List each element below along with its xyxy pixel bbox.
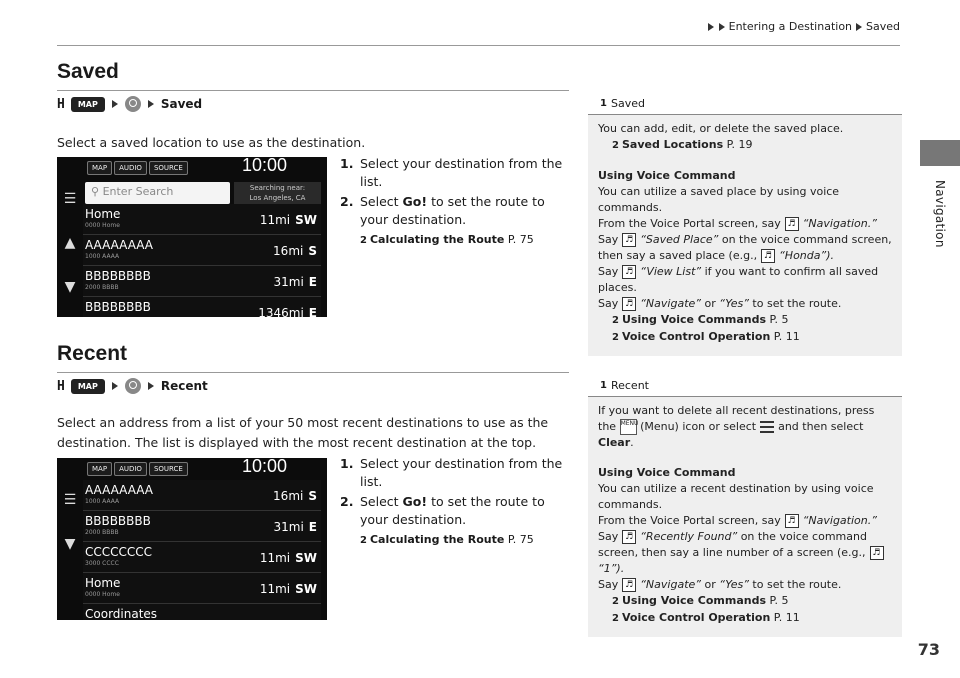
item-distance: [258, 306, 317, 317]
note-line: [598, 264, 892, 296]
talk-icon: ♬: [761, 249, 775, 263]
note-text: and then select: [778, 420, 864, 433]
side-tab-marker: [920, 140, 960, 166]
breadcrumb-part1: Entering a Destination: [728, 20, 853, 33]
saved-intro: Select a saved location to use as the destination.: [57, 135, 366, 150]
saved-screen: [57, 157, 327, 317]
step-text: [360, 193, 572, 229]
note-text: Say: [598, 530, 619, 543]
item-name: BBBBBBBB: [85, 514, 151, 528]
note-line: [598, 216, 892, 232]
note-text: or: [704, 297, 716, 310]
step-number: 2.: [340, 494, 354, 509]
recent-screen: [57, 458, 327, 620]
note-xref[interactable]: [612, 329, 892, 346]
note-xref[interactable]: [612, 610, 892, 627]
talk-icon: ♬: [622, 530, 636, 544]
step-text: Select your destination from the list.: [360, 456, 563, 489]
note-text: Say: [598, 265, 619, 278]
map-tab[interactable]: MAP: [87, 462, 112, 476]
search-icon: [125, 378, 141, 394]
search-input[interactable]: ⚲ Enter Search: [85, 182, 230, 204]
note-text: Say: [598, 233, 619, 246]
direction: S: [308, 489, 317, 503]
list-item[interactable]: [83, 511, 321, 542]
step-text-bold: Go!: [402, 494, 428, 509]
screen-topbar: [57, 458, 327, 480]
distance-value: 31mi: [273, 520, 304, 534]
screen-topbar: [57, 157, 327, 179]
step-item: [340, 493, 572, 529]
note-line: [598, 577, 892, 593]
recent-heading: Recent: [57, 342, 128, 365]
item-distance: [274, 275, 318, 289]
step-text: Select your destination from the list.: [360, 156, 563, 189]
item-distance: [312, 613, 317, 620]
xref-arrow-icon: 2: [612, 613, 619, 624]
map-tab[interactable]: MAP: [87, 161, 112, 175]
item-distance: [273, 489, 317, 503]
triangle-icon: [148, 100, 154, 108]
note-text: From the Voice Portal screen, say: [598, 514, 781, 527]
list-item[interactable]: [83, 235, 321, 266]
map-button-icon: MAP: [71, 97, 105, 112]
side-section-label: Navigation: [933, 180, 947, 248]
xref-label: Saved Locations: [621, 138, 724, 151]
xref-label: Using Voice Commands: [621, 594, 767, 607]
voice-phrase: “Navigation.”: [802, 514, 877, 527]
item-name: Coordinates: [85, 607, 158, 620]
cross-reference[interactable]: [360, 231, 572, 250]
distance-value: 16mi: [273, 244, 304, 258]
cross-reference[interactable]: [360, 531, 572, 550]
audio-tab[interactable]: AUDIO: [114, 462, 147, 476]
step-number: 1.: [340, 156, 354, 171]
note-text: Say: [598, 297, 619, 310]
xref-arrow-icon: 2: [360, 535, 367, 546]
step-number: 2.: [340, 194, 354, 209]
recent-intro: [57, 413, 548, 453]
list-item[interactable]: [83, 204, 321, 235]
note-text: to set the route.: [752, 297, 842, 310]
search-near-box[interactable]: [234, 182, 321, 204]
step-number: 1.: [340, 456, 354, 471]
source-tab[interactable]: SOURCE: [149, 161, 188, 175]
breadcrumb-part2: Saved: [866, 20, 900, 33]
xref-page: P. 19: [726, 138, 753, 151]
note-xref[interactable]: [612, 312, 892, 329]
item-address: 3000 CCCC: [85, 560, 119, 567]
distance-value: 11mi: [259, 213, 291, 227]
note-subheading: Using Voice Command: [598, 466, 736, 479]
distance-value: 31mi: [273, 275, 304, 289]
note-text: or: [704, 578, 716, 591]
item-name: AAAAAAAA: [85, 483, 154, 497]
xref-page: P. 75: [507, 533, 534, 546]
xref-arrow-icon: 2: [612, 140, 619, 151]
breadcrumb: [707, 20, 900, 33]
recent-path-label: Recent: [160, 379, 208, 393]
menu-icon[interactable]: ☰: [63, 191, 77, 207]
talk-icon: ♬: [870, 546, 884, 560]
note-body: [588, 397, 902, 637]
search-near-label: Searching near:: [249, 184, 306, 192]
talk-icon: ♬: [785, 514, 799, 528]
recent-nav-path: [57, 378, 208, 394]
xref-page: P. 5: [769, 313, 789, 326]
direction: S: [308, 244, 317, 258]
triangle-icon: [112, 382, 118, 390]
list-icon: [760, 421, 774, 433]
voice-phrase: “Navigate”: [640, 297, 701, 310]
note-header: [588, 95, 902, 115]
item-distance: [274, 520, 318, 534]
note-text: if you want to confirm all saved places.: [598, 265, 879, 294]
item-name: CCCCCCCC: [85, 545, 153, 559]
item-name: Home: [85, 207, 121, 221]
voice-phrase: “Yes”: [719, 578, 749, 591]
recent-intro-line1: Select an address from a list of your 50 most recent destinations to use as the: [57, 415, 549, 430]
triangle-icon: [856, 23, 862, 31]
menu-icon[interactable]: ☰: [63, 492, 77, 508]
voice-phrase: “Honda”).: [779, 249, 834, 262]
screen-left-controls: [57, 480, 83, 620]
clear-label: Clear: [598, 436, 631, 449]
item-distance: [260, 551, 317, 565]
xref-arrow-icon: 2: [612, 315, 619, 326]
home-icon: H: [57, 378, 65, 394]
item-address: 0000 Home: [85, 222, 120, 229]
note-line: [598, 513, 892, 529]
talk-icon: ♬: [622, 297, 636, 311]
note-text: From the Voice Portal screen, say: [598, 217, 781, 230]
recent-divider: [57, 372, 569, 373]
note-recent: [588, 377, 902, 637]
recent-intro-line2: destination. The list is displayed with the most recent destination at the top.: [57, 435, 537, 450]
talk-icon: ♬: [622, 265, 636, 279]
triangle-icon: [708, 23, 714, 31]
step-text-pre: Select: [360, 494, 403, 509]
voice-phrase: “Saved Place”: [640, 233, 719, 246]
triangle-icon: [148, 382, 154, 390]
scroll-down-icon[interactable]: ▼: [64, 536, 76, 552]
direction: SW: [295, 551, 317, 565]
saved-nav-path: [57, 96, 202, 112]
xref-page: P. 5: [769, 594, 789, 607]
saved-steps: [340, 155, 572, 250]
note-text: (Menu) icon or select: [640, 420, 757, 433]
note-saved: [588, 95, 902, 356]
menu-icon: MENU: [620, 419, 637, 435]
list-item[interactable]: [83, 266, 321, 297]
xref-page: P. 11: [773, 611, 800, 624]
note-text: on the voice command screen, then say a line number of a screen (e.g.,: [598, 530, 867, 559]
voice-phrase: “Recently Found”: [640, 530, 738, 543]
list-item[interactable]: [83, 480, 321, 511]
page-number: 73: [917, 640, 940, 659]
note-xref[interactable]: [612, 593, 892, 610]
header-divider: [57, 45, 900, 46]
note-line: You can add, edit, or delete the saved place.: [598, 122, 844, 135]
direction: E: [308, 520, 317, 534]
item-distance: [260, 213, 317, 227]
note-text: to set the route.: [752, 578, 842, 591]
xref-page: P. 75: [507, 233, 534, 246]
talk-icon: ♬: [622, 233, 636, 247]
item-name: AAAAAAAA: [85, 238, 154, 252]
search-near-value: Los Angeles, CA: [249, 194, 306, 202]
direction: SW: [295, 582, 317, 596]
saved-heading: Saved: [57, 60, 119, 83]
step-item: [340, 455, 572, 491]
item-address: 0000 Home: [85, 591, 120, 598]
note-header: [588, 377, 902, 397]
scroll-up-icon[interactable]: ▲: [64, 235, 76, 251]
clock: 10:00: [241, 157, 287, 175]
note-subheading: Using Voice Command: [598, 169, 736, 182]
xref-label: Voice Control Operation: [621, 330, 771, 343]
direction: E: [308, 306, 317, 317]
talk-icon: ♬: [622, 578, 636, 592]
search-icon: [125, 96, 141, 112]
source-tab[interactable]: SOURCE: [149, 462, 188, 476]
item-name: Home: [85, 576, 121, 590]
saved-divider: [57, 90, 569, 91]
note-line: You can utilize a saved place by using voice commands.: [598, 185, 840, 214]
note-title: Recent: [610, 379, 649, 392]
direction: SW: [295, 213, 317, 227]
distance-value: 16mi: [273, 489, 304, 503]
distance-value: 1346mi: [258, 306, 304, 317]
list-item[interactable]: [83, 604, 321, 620]
xref-label: Voice Control Operation: [621, 611, 771, 624]
saved-path-label: Saved: [160, 97, 203, 111]
note-xref[interactable]: [612, 137, 892, 154]
xref-arrow-icon: 2: [612, 596, 619, 607]
item-address: 1000 AAAA: [85, 253, 120, 260]
voice-phrase: “Navigate”: [640, 578, 701, 591]
note-line: [598, 529, 892, 577]
note-title: Saved: [610, 97, 645, 110]
step-text-pre: Select: [360, 194, 403, 209]
step-item: [340, 193, 572, 229]
note-text: on the voice command screen, then say a saved place (e.g.,: [598, 233, 892, 262]
voice-phrase: “1”).: [598, 562, 625, 575]
item-address: 1000 AAAA: [85, 498, 120, 505]
xref-arrow-icon: 2: [360, 235, 367, 246]
search-row: [85, 182, 327, 204]
note-line: [598, 296, 892, 312]
note-line: [598, 232, 892, 264]
list-item[interactable]: [83, 573, 321, 604]
note-text: If you want to delete all recent destinations, press the: [598, 404, 875, 433]
distance-value: 11mi: [259, 551, 291, 565]
step-text-bold: Go!: [402, 194, 428, 209]
xref-label: Calculating the Route: [369, 233, 505, 246]
note-marker-icon: 1: [600, 380, 607, 391]
clock: 10:00: [241, 458, 287, 476]
triangle-icon: [719, 23, 725, 31]
item-address: 2000 BBBB: [85, 284, 119, 291]
screen-left-controls: [57, 179, 83, 317]
direction: E: [308, 275, 317, 289]
step-item: [340, 155, 572, 191]
xref-label: Using Voice Commands: [621, 313, 767, 326]
xref-label: Calculating the Route: [369, 533, 505, 546]
talk-icon: ♬: [785, 217, 799, 231]
scroll-down-icon[interactable]: ▼: [64, 279, 76, 295]
xref-arrow-icon: 2: [612, 332, 619, 343]
recent-steps: [340, 455, 572, 550]
triangle-icon: [112, 100, 118, 108]
item-distance: [260, 582, 317, 596]
audio-tab[interactable]: AUDIO: [114, 161, 147, 175]
map-button-icon: MAP: [71, 379, 105, 394]
item-name: BBBBBBBB: [85, 269, 151, 283]
step-text-post: to set the route to your destination.: [360, 494, 545, 527]
home-icon: H: [57, 96, 65, 112]
note-line: You can utilize a recent destination by using voice commands.: [598, 482, 874, 511]
item-address: 2000 BBBB: [85, 529, 119, 536]
note-line: If you want to delete all recent destinations, press the MENU (Menu) icon or select and then select Clear.: [598, 404, 875, 449]
item-distance: [273, 244, 317, 258]
step-text-post: to set the route to your destination.: [360, 194, 545, 227]
voice-phrase: “Navigation.”: [802, 217, 877, 230]
note-body: [588, 115, 902, 356]
voice-phrase: “Yes”: [719, 297, 749, 310]
list-item[interactable]: [83, 297, 321, 317]
xref-page: P. 11: [773, 330, 800, 343]
distance-value: 11mi: [259, 582, 291, 596]
search-placeholder: Enter Search: [102, 185, 174, 198]
voice-phrase: “View List”: [640, 265, 702, 278]
item-name: BBBBBBBB: [85, 300, 151, 314]
note-text: Say: [598, 578, 619, 591]
note-marker-icon: 1: [600, 98, 607, 109]
list-item[interactable]: [83, 542, 321, 573]
step-text: [360, 493, 572, 529]
